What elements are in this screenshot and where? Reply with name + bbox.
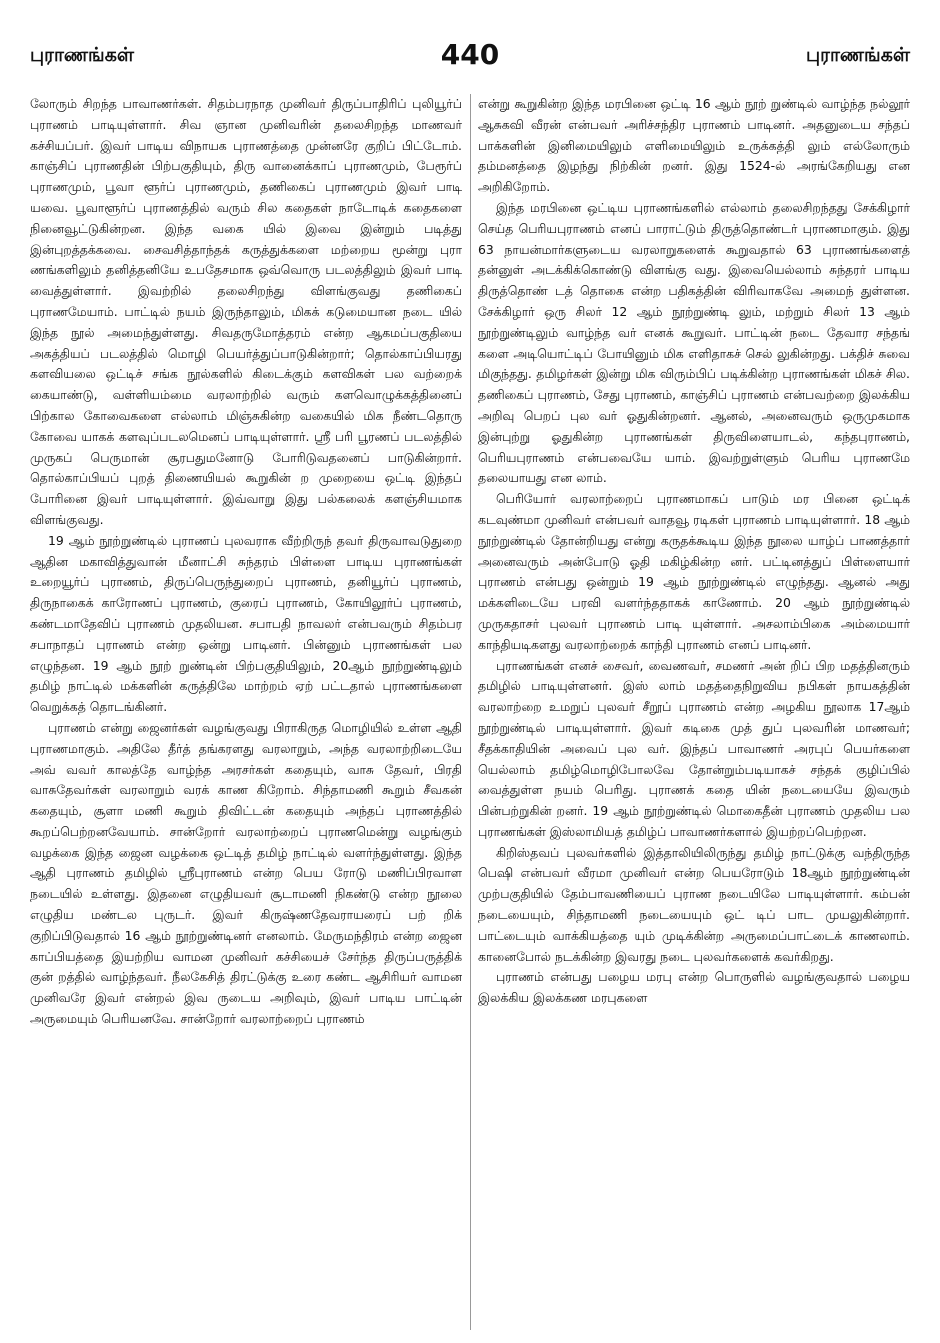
paragraph: பெரியோர் வரலாற்றைப் புராணமாகப் பாடும் மர பினை ஒட்டிக் கடவுண்மா முனிவர் என்பவர் வாதவூ ரடிகள் புராணம் பாடியுள்ளார். 18 ஆம் நூற்றுண்டில் தோன்றியது என்று கருதக்கூடிய இந்த நூலை யாழ்ப் பாணத்தார் அனைவரும் அன்போடு ஓதி மகிழ்கின்ற னர். பட்டினத்துப் பிள்ளையார் புராணம் என்பது ஒன்றும் 19 ஆம் நூற்றுண்டில் எழுந்தது. ஆனல் அது மக்களிடையே பரவி வளர்ந்ததாகக் காணோம். 20 ஆம் நூற்றுண்டில் முருகதாசர் புலவர் புராணம் பாடி யுள்ளார். அசலாம்பிகை அம்மையார் காந்தியடிகளது வரலாற்றைக் காந்தி புராணம் எனப் பாடினர். — [478, 491, 910, 652]
page-header — [30, 38, 910, 76]
paragraph: புராணம் என்பது பழைய மரபு என்ற பொருளில் வழங்குவதால் பழைய இலக்கிய இலக்கண மரபுகளை — [478, 969, 910, 1006]
right-column — [478, 94, 910, 1330]
column-divider — [470, 94, 471, 1330]
page-number: 440 — [440, 38, 500, 71]
left-column — [30, 94, 462, 1330]
paragraph: என்று கூறுகின்ற இந்த மரபினை ஒட்டி 16 ஆம் நூற் றுண்டில் வாழ்ந்த நல்லூர் ஆசுகவி வீரன் என்பவர் அரிச்சந்திர புராணம் பாடினர். அதனுடைய சந்தப் பாக்களின் இனிமையிலும் எளிமையிலும் உருக்கத்தி லும் எல்லோரும் தம்மனத்தை இழந்து நிற்கின் றனர். இது 1524-ல் அரங்கேறியது என அறிகிறோம். — [478, 96, 910, 195]
paragraph: 19 ஆம் நூற்றுண்டில் புராணப் புலவராக வீற்றிருந் தவர் திருவாவடுதுறை ஆதின மகாவித்துவான் மீனாட்சி சுந்தரம் பிள்ளை பாடிய புராணங்கள் உறையூர்ப் புராணம், திருப்பெருந்துறைப் புராணம், தனியூர்ப் புராணம், திருநாகைக் காரோணப் புராணம், குரைப் புராணம், கோயிலூர்ப் புராணம், கண்டமாதேவிப் புராணம் முதலியன. சபாபதி நாவலர் என்பவரும் சிதம்பர சபாநாதப் புராணம் என்ற ஒன்று பாடினர். பின்னும் புராணங்கள் பல எழுந்தன. 19 ஆம் நூற் றுண்டின் பிற்பகுதியிலும், 20ஆம் நூற்றுண்டிலும் தமிழ் நாட்டில் மக்களின் கருத்திலே மாற்றம் ஏற் பட்டதால் புராணங்களை வெறுக்கத் தொடங்கினர். — [30, 532, 462, 715]
running-title-left: புராணங்கள் — [30, 44, 134, 66]
paragraph: புராணங்கள் எனச் சைவர், வைணவர், சமணர் அன் றிப் பிற மதத்தினரும் தமிழில் பாடியுள்ளனர். இஸ் லாம் மதத்தைநிறுவிய நபிகள் நாயகத்தின் வரலாற்றை உமறுப் புலவர் சீறூப் புராணம் என்ற அழகிய நூலாக 17ஆம் நூற்றுண்டில் பாடியுள்ளார். இவர் கடிகை முத் துப் புலவரின் மாணவர்; சீதக்காதியின் அவைப் புல வர். இந்தப் பாவாணர் அரபுப் பெயர்களை யெல்லாம் தமிழ்மொழிபோலவே தோன்றும்படியாகச் சந்தக் குழிப்பில் வைத்துள்ள நயம் பெரிது. புராணக் கதை யின் நடையையே இவரும் பின்பற்றுகின் றனர். 19 ஆம் நூற்றுண்டில் மொகைதீன் புராணம் முதலிய பல புராணங்கள் இஸ்லாமியத் தமிழ்ப் பாவாணர்களால் இயற்றப்பெற்றன. — [478, 657, 910, 839]
paragraph: இந்த மரபினை ஒட்டிய புராணங்களில் எல்லாம் தலைசிறந்தது சேக்கிழார் செய்த பெரியபுராணம் எனப் பாராட்டும் திருத்தொண்டர் புராணமாகும். இது 63 நாயன்மார்களுடைய வரலாறுகளைக் கூறுவதால் 63 புராணங்களைத் தன்னுள் அடக்கிக்கொண்டு விளங்கு வது. இவையெல்லாம் சுந்தரர் பாடிய திருத்தொண் டத் தொகை என்ற பதிகத்தின் விரிவாகவே அமைந் துள்ளன. சேக்கிழார் ஒரு சிலர் 12 ஆம் நூற்றுண்டி லும், மற்றும் சிலர் 13 ஆம் நூற்றுண்டிலும் வாழ்ந்த வர் எனக் கூறுவர். பாட்டின் நடை தேவார சந்தங் களை அடியொட்டிப் போயினும் மிக எளிதாகச் செல் லுகின்றது. பக்திச் சுவை மிகுந்தது. தமிழர்கள் இன்று மிக விரும்பிப் படிக்கின்ற புராணங்கள் மிகச் சில. தணிகைப் புராணம், சேது புராணம், காஞ்சிப் புராணம் என்பவற்றை இலக்கிய அறிவு பெறப் புல வர் ஓதுகின்றனர். ஆனல், அனைவரும் ஒருமுகமாக இன்புற்று ஓதுகின்ற புராணங்கள் திருவிளையாடல், கந்தபுராணம், பெரியபுராணம் என்பவையே யாம். இவற்றுள்ளும் பெரிய புராணமே தலையாயது என லாம். — [478, 199, 910, 486]
running-title-right: புராணங்கள் — [806, 44, 910, 66]
paragraph: புராணம் என்று ஜைனர்கள் வழங்குவது பிராகிருத மொழியில் உள்ள ஆதி புராணமாகும். அதிலே தீர்த் தங்கரளது வரலாறும், அந்த வரலாற்றிடையே அவ் வவர் காலத்தே வாழ்ந்த அரசர்கள் கதையும், வாசு தேவர், பிரதி வாசுதேவர்கள் வரலாறும் வரக் காண கிறோம். சிந்தாமணி கூறும் சீவகன் கதையும், சூளா மணி கூறும் திவிட்டன் கதையும் அந்தப் புராணத்தில் கூறப்பெற்றனவேயாம். சான்றோர் வரலாற்றைப் புராணமென்று வழங்கும் வழக்கை இந்த ஜைன வழக்கை ஒட்டித் தமிழ் நாட்டில் வளர்ந்துள்ளது. இந்த ஆதி புராணம் தமிழில் ஸ்ரீபுராணம் என்ற பெய ரோடு மணிப்பிரவாள நடையில் உள்ளது. இதனை எழுதியவர் சூடாமணி நிகண்டு என்ற நூலை எழுதிய மண்டல புருடர். இவர் கிருஷ்ணதேவராயரைப் பற் றிக் குறிப்பிடுவதால் 16 ஆம் நூற்றுண்டினர் எனலாம். மேருமந்திரம் என்ற ஜைன காப்பியத்தை இயற்றிய வாமன முனிவர் கச்சியைச் சேர்ந்த திருப்பருத்திக் குன் றத்தில் வாழ்ந்தவர். நீலகேசித் திரட்டுக்கு உரை கண்ட ஆசிரியர் வாமன முனிவரே இவர் என்றல் இவ ருடைய அறிவும், இவர் பாடிய பாட்டின் அருமையும் பெரியனவே. சான்றோர் வரலாற்றைப் புராணம் — [30, 719, 462, 1027]
paragraph: லோரும் சிறந்த பாவாணர்கள். சிதம்பரநாத முனிவர் திருப்பாதிரிப் புலியூர்ப் புராணம் பாடியுள்ளார். சிவ ஞான முனிவரின் தலைசிறந்த மாணவர் கச்சியப்பர். இவர் பாடிய விநாயக புராணத்தை முன்னரே குறிப் பிட்டோம். காஞ்சிப் புராணதின் பிற்பகுதியும், திரு வானைக்காப் புராணமும், பேரூர்ப் புராணமும், பூவா ளூர்ப் புராணமும், தணிகைப் புராணமும் இவர் பாடி யவை. பூவாளூர்ப் புராணத்தில் வரும் சில கதைகள் நாடோடிக் கதைகளை நினைவூட்டுகின்றன. இந்த வகை யில் இவை இன்றும் படித்து இன்புறத்தக்கவை. சைவசித்தாந்தக் கருத்துக்களை மற்றைய மூன்று புரா ணங்களிலும் தனித்தனியே உபதேசமாக ஒவ்வொரு படலத்திலும் இவர் பாடி வைத்துள்ளார். இவற்றில் தலைசிறந்து விளங்குவது தணிகைப் புராணமேயாம். பாட்டில் நயம் இருந்தாலும், மிகக் கடுமையான நடை யில் இந்த நூல் அமைந்துள்ளது. சிவதருமோத்தரம் என்ற ஆகமப்பகுதியை அகத்தியப் படலத்தில் மொழி பெயர்த்துப்பாடுகின்றார்; தொல்காப்பியரது களவியலை ஒட்டிச் சங்க நூல்களில் கிடைக்கும் களவிகள் பல வற்றைக் கையாண்டு, வள்ளியம்மை வரலாற்றில் வரும் களவொழுக்கத்தினைப் பிற்கால கோவைகளை எல்லாம் மிஞ்சுகின்ற வகையில் மிக நீண்டதொரு கோவை யாகக் களவுப்படலமெனப் பாடியுள்ளார். ஸ்ரீ பரி பூரணப் படலத்தில் முருகப் பெருமான் சூரபதுமனோடு போரிடுவதனைப் பாடுகின்றார். தொல்காப்பியப் புறத் திணையியல் கூறுகின் ற முறையை ஒட்டி இந்தப் போரினை இவர் பாடியுள்ளார். இவ்வாறு இது பல்கலைக் களஞ்சியமாக விளங்குவது. — [30, 96, 462, 527]
paragraph: கிறிஸ்தவப் புலவர்களில் இத்தாலியிலிருந்து தமிழ் நாட்டுக்கு வந்திருந்த பெஷி என்பவர் வீரமா முனிவர் என்ற பெயரோடும் 18ஆம் நூற்றுண்டின் முற்பகுதியில் தேம்பாவணியைப் புராண நடையிலே பாடியுள்ளார். கம்பன் நடையையும், சிந்தாமணி நடையையும் ஒட் டிப் பாட முயலுகின்றார். பாட்டையும் வாக்கியத்தை யும் முடிக்கின்ற அருமைப்பாட்டைக் காணலாம். கானைபோல் நடக்கின்ற இவரது நடை புலவர்களைக் கவர்கிறது. — [478, 844, 910, 964]
